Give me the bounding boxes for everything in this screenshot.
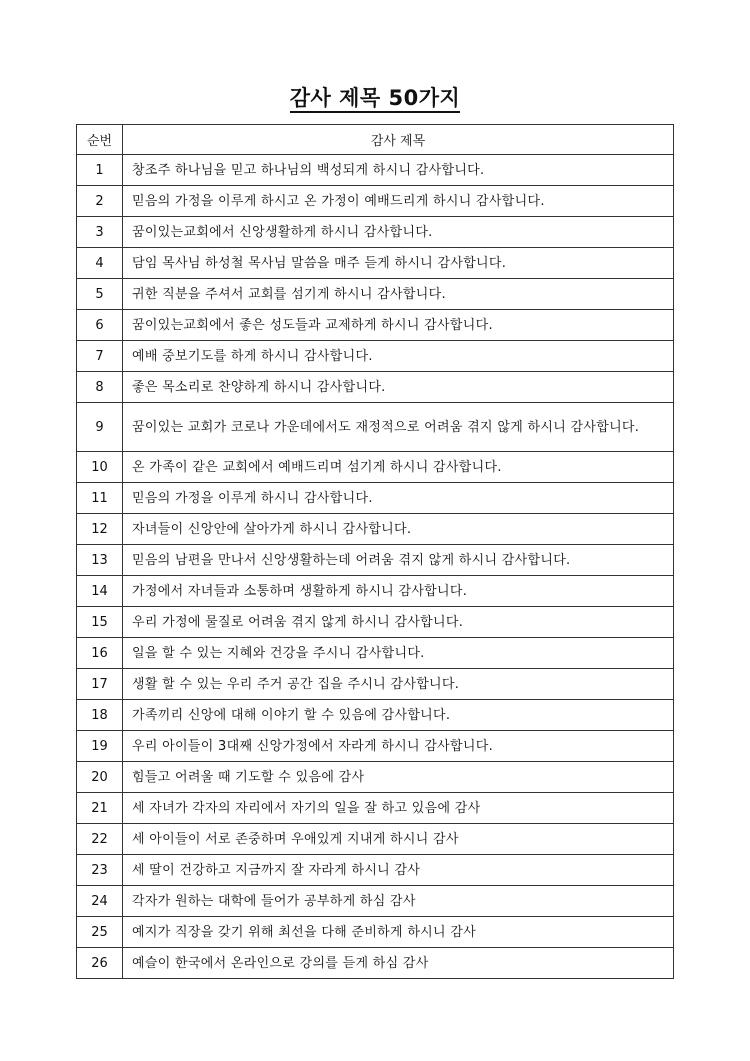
row-number: 20 [77, 762, 123, 793]
row-subject: 세 아이들이 서로 존중하며 우애있게 지내게 하시니 감사 [123, 824, 674, 855]
row-subject: 예지가 직장을 갖기 위해 최선을 다해 준비하게 하시니 감사 [123, 917, 674, 948]
document-title-text: 감사 제목 50가지 [290, 86, 461, 113]
table-row [77, 310, 674, 341]
header-number: 순번 [77, 125, 123, 155]
row-subject: 힘들고 어려울 때 기도할 수 있음에 감사 [123, 762, 674, 793]
row-number: 22 [77, 824, 123, 855]
row-subject: 일을 할 수 있는 지혜와 건강을 주시니 감사합니다. [123, 638, 674, 669]
row-subject: 예배 중보기도를 하게 하시니 감사합니다. [123, 341, 674, 372]
table-row [77, 762, 674, 793]
row-number: 21 [77, 793, 123, 824]
header-subject: 감사 제목 [123, 125, 674, 155]
table-row [77, 731, 674, 762]
row-number: 19 [77, 731, 123, 762]
document-title [0, 82, 750, 112]
row-subject: 믿음의 가정을 이루게 하시고 온 가정이 예배드리게 하시니 감사합니다. [123, 186, 674, 217]
row-subject: 창조주 하나님을 믿고 하나님의 백성되게 하시니 감사합니다. [123, 155, 674, 186]
table-row [77, 514, 674, 545]
row-subject: 생활 할 수 있는 우리 주거 공간 집을 주시니 감사합니다. [123, 669, 674, 700]
table-row [77, 155, 674, 186]
table-row [77, 576, 674, 607]
row-number: 10 [77, 452, 123, 483]
row-number: 16 [77, 638, 123, 669]
row-subject: 믿음의 남편을 만나서 신앙생활하는데 어려움 겪지 않게 하시니 감사합니다. [123, 545, 674, 576]
row-subject: 자녀들이 신앙안에 살아가게 하시니 감사합니다. [123, 514, 674, 545]
row-number: 25 [77, 917, 123, 948]
gratitude-table [76, 124, 674, 979]
table-row [77, 341, 674, 372]
table-row [77, 793, 674, 824]
table-header-row [77, 125, 674, 155]
row-number: 3 [77, 217, 123, 248]
row-subject: 꿈이있는 교회가 코로나 가운데에서도 재정적으로 어려움 겪지 않게 하시니 감사합니다. [123, 403, 674, 452]
row-number: 14 [77, 576, 123, 607]
row-subject: 예슬이 한국에서 온라인으로 강의를 듣게 하심 감사 [123, 948, 674, 979]
table-row [77, 279, 674, 310]
row-subject: 꿈이있는교회에서 신앙생활하게 하시니 감사합니다. [123, 217, 674, 248]
row-number: 17 [77, 669, 123, 700]
table-row [77, 403, 674, 452]
row-subject: 세 자녀가 각자의 자리에서 자기의 일을 잘 하고 있음에 감사 [123, 793, 674, 824]
table-row [77, 372, 674, 403]
table-row [77, 917, 674, 948]
row-subject: 믿음의 가정을 이루게 하시니 감사합니다. [123, 483, 674, 514]
row-number: 24 [77, 886, 123, 917]
table-row [77, 217, 674, 248]
table-row [77, 638, 674, 669]
row-subject: 가족끼리 신앙에 대해 이야기 할 수 있음에 감사합니다. [123, 700, 674, 731]
row-number: 6 [77, 310, 123, 341]
table-row [77, 948, 674, 979]
table-row [77, 452, 674, 483]
table-row [77, 824, 674, 855]
row-subject: 온 가족이 같은 교회에서 예배드리며 섬기게 하시니 감사합니다. [123, 452, 674, 483]
row-subject: 우리 아이들이 3대째 신앙가정에서 자라게 하시니 감사합니다. [123, 731, 674, 762]
table-row [77, 700, 674, 731]
table-row [77, 186, 674, 217]
row-subject: 가정에서 자녀들과 소통하며 생활하게 하시니 감사합니다. [123, 576, 674, 607]
row-number: 7 [77, 341, 123, 372]
row-number: 12 [77, 514, 123, 545]
row-number: 23 [77, 855, 123, 886]
row-number: 11 [77, 483, 123, 514]
row-number: 13 [77, 545, 123, 576]
row-subject: 각자가 원하는 대학에 들어가 공부하게 하심 감사 [123, 886, 674, 917]
table-row [77, 669, 674, 700]
row-subject: 좋은 목소리로 찬양하게 하시니 감사합니다. [123, 372, 674, 403]
table-row [77, 545, 674, 576]
row-subject: 꿈이있는교회에서 좋은 성도들과 교제하게 하시니 감사합니다. [123, 310, 674, 341]
row-subject: 귀한 직분을 주셔서 교회를 섬기게 하시니 감사합니다. [123, 279, 674, 310]
table-row [77, 607, 674, 638]
row-number: 9 [77, 403, 123, 452]
row-subject: 우리 가정에 물질로 어려움 겪지 않게 하시니 감사합니다. [123, 607, 674, 638]
row-number: 8 [77, 372, 123, 403]
table-row [77, 855, 674, 886]
row-number: 18 [77, 700, 123, 731]
row-number: 15 [77, 607, 123, 638]
table-row [77, 886, 674, 917]
row-number: 2 [77, 186, 123, 217]
table-body [77, 155, 674, 979]
row-subject: 세 딸이 건강하고 지금까지 잘 자라게 하시니 감사 [123, 855, 674, 886]
row-number: 26 [77, 948, 123, 979]
table-row [77, 483, 674, 514]
row-number: 1 [77, 155, 123, 186]
row-subject: 담임 목사님 하성철 목사님 말씀을 매주 듣게 하시니 감사합니다. [123, 248, 674, 279]
table-row [77, 248, 674, 279]
row-number: 4 [77, 248, 123, 279]
row-number: 5 [77, 279, 123, 310]
